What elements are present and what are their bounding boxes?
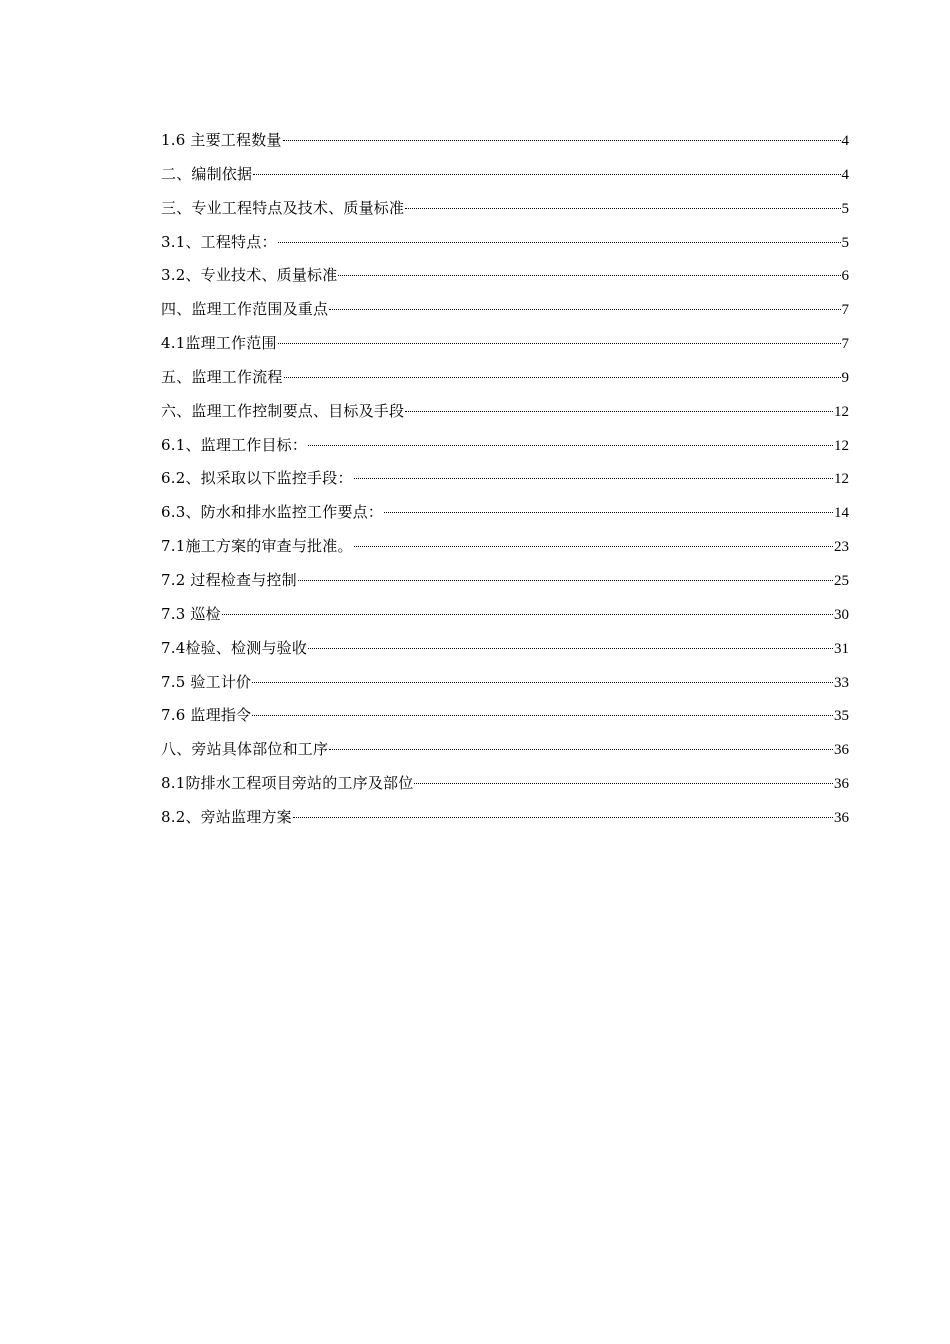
toc-entry-page-number: 25	[834, 572, 849, 589]
toc-entry-title: 7.2 过程检查与控制	[161, 570, 297, 589]
toc-entry-title: 7.3 巡检	[161, 604, 221, 623]
toc-dot-leader	[329, 749, 833, 750]
toc-entry-page-number: 12	[834, 471, 849, 488]
toc-entry[interactable]	[161, 327, 849, 361]
toc-dot-leader	[308, 648, 833, 649]
toc-entry-title: 7.6 监理指令	[161, 706, 252, 725]
toc-entry[interactable]	[161, 259, 849, 293]
toc-dot-leader	[252, 682, 833, 683]
toc-entry-title: 1.6 主要工程数量	[161, 131, 282, 149]
toc-dot-leader	[252, 715, 833, 716]
toc-entry-page-number: 36	[834, 809, 849, 826]
toc-dot-leader	[222, 614, 833, 615]
toc-dot-leader	[405, 411, 833, 412]
toc-entry-title: 3.2、专业技术、质量标准	[161, 266, 338, 285]
table-of-contents	[161, 124, 849, 835]
toc-entry-title: 8.2、旁站监理方案	[161, 807, 292, 826]
toc-entry[interactable]	[161, 192, 849, 226]
toc-entry-page-number: 9	[841, 369, 849, 386]
toc-dot-leader	[329, 309, 840, 310]
toc-dot-leader	[354, 546, 833, 547]
toc-entry[interactable]	[161, 395, 849, 429]
toc-entry-page-number: 35	[834, 708, 849, 725]
toc-entry[interactable]	[161, 564, 849, 598]
toc-entry-title: 4.1监理工作范围	[161, 334, 277, 353]
toc-entry-page-number: 33	[834, 674, 849, 691]
toc-dot-leader	[414, 783, 833, 784]
toc-entry-title: 五、监理工作流程	[161, 367, 283, 386]
toc-entry[interactable]	[161, 429, 849, 463]
toc-entry-page-number: 7	[841, 336, 849, 353]
toc-entry[interactable]	[161, 632, 849, 666]
toc-entry[interactable]	[161, 158, 849, 192]
toc-entry-page-number: 36	[834, 742, 849, 759]
toc-dot-leader	[338, 275, 840, 276]
toc-entry[interactable]	[161, 530, 849, 564]
toc-entry-title: 7.4检验、检测与验收	[161, 638, 308, 657]
toc-dot-leader	[283, 140, 841, 141]
toc-dot-leader	[293, 817, 833, 818]
toc-entry-title: 四、监理工作范围及重点	[161, 300, 329, 319]
toc-dot-leader	[284, 377, 841, 378]
toc-entry[interactable]	[161, 733, 849, 767]
toc-entry-title: 六、监理工作控制要点、目标及手段	[161, 401, 405, 420]
toc-dot-leader	[354, 478, 833, 479]
toc-dot-leader	[405, 208, 840, 209]
toc-entry-title: 8.1防排水工程项目旁站的工序及部位	[161, 774, 414, 793]
toc-entry-page-number: 12	[834, 437, 849, 454]
toc-entry[interactable]	[161, 462, 849, 496]
toc-entry-page-number: 6	[841, 268, 849, 285]
toc-entry-page-number: 5	[841, 234, 849, 251]
toc-entry[interactable]	[161, 666, 849, 700]
toc-dot-leader	[308, 445, 833, 446]
toc-entry-page-number: 7	[841, 302, 849, 319]
toc-entry-page-number: 30	[834, 606, 849, 623]
toc-entry-title: 3.1、工程特点：	[161, 232, 277, 251]
toc-entry[interactable]	[161, 293, 849, 327]
toc-entry-page-number: 14	[834, 505, 849, 522]
toc-entry-page-number: 5	[841, 200, 849, 217]
toc-entry[interactable]	[161, 699, 849, 733]
toc-entry[interactable]	[161, 124, 849, 158]
toc-entry-title: 7.1施工方案的审查与批准。	[161, 537, 353, 556]
toc-entry-title: 6.1、监理工作目标：	[161, 435, 308, 454]
toc-entry-page-number: 23	[834, 539, 849, 556]
toc-entry[interactable]	[161, 226, 849, 260]
toc-entry-title: 三、专业工程特点及技术、质量标准	[161, 198, 405, 217]
toc-entry-title: 二、编制依据	[161, 164, 253, 183]
toc-dot-leader	[253, 174, 840, 175]
toc-entry-title: 6.2、拟采取以下监控手段：	[161, 469, 353, 488]
toc-dot-leader	[298, 580, 833, 581]
toc-entry[interactable]	[161, 496, 849, 530]
toc-entry[interactable]	[161, 767, 849, 801]
toc-entry-title: 6.3、防水和排水监控工作要点：	[161, 503, 384, 522]
toc-entry-page-number: 4	[841, 166, 849, 183]
toc-entry[interactable]	[161, 801, 849, 835]
toc-dot-leader	[278, 343, 841, 344]
toc-entry-page-number: 12	[834, 403, 849, 420]
toc-entry[interactable]	[161, 598, 849, 632]
toc-dot-leader	[384, 512, 833, 513]
toc-entry-title: 7.5 验工计价	[161, 672, 252, 691]
toc-entry-page-number: 36	[834, 776, 849, 793]
toc-entry-page-number: 31	[834, 640, 849, 657]
toc-entry-page-number: 4	[841, 133, 849, 149]
toc-entry[interactable]	[161, 361, 849, 395]
toc-entry-title: 八、旁站具体部位和工序	[161, 740, 329, 759]
toc-dot-leader	[278, 242, 841, 243]
